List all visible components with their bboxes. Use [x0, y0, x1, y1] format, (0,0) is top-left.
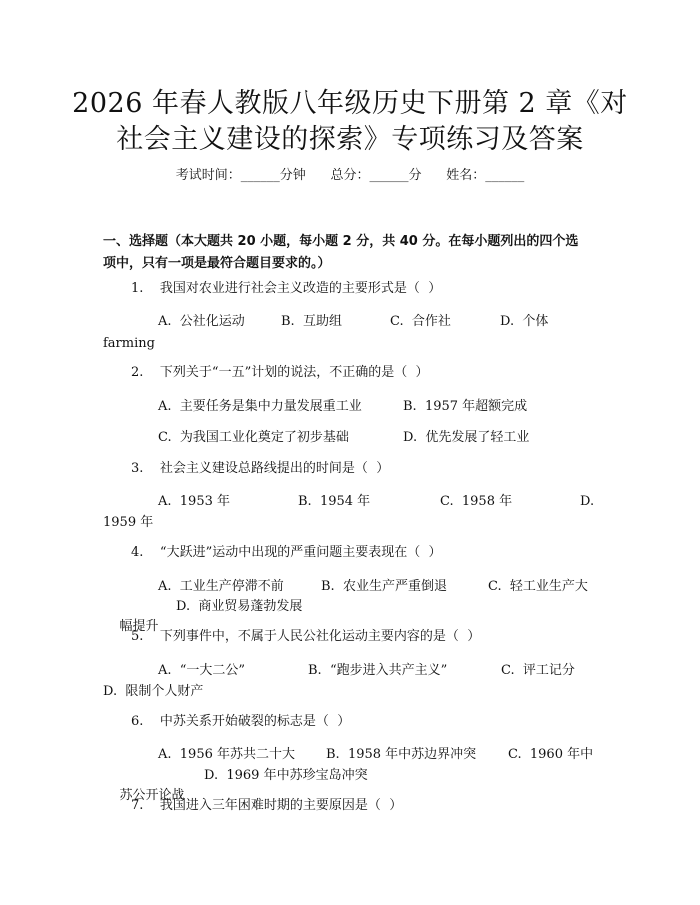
question-6-option-d: D. 1969 年中苏珍宝岛冲突 [204, 768, 368, 783]
question-6-wrap-text: 苏公开论战 [119, 788, 185, 803]
question-4-option-d: D. 商业贸易蓬勃发展 [176, 599, 303, 614]
question-4-option-b: B. 农业生产严重倒退 [321, 579, 447, 594]
question-3-option-d: D. [580, 494, 595, 509]
question-2-option-d: D. 优先发展了轻工业 [403, 430, 530, 445]
question-4-option-c: C. 轻工业生产大 [488, 579, 588, 594]
question-3-option-c: C. 1958 年 [440, 494, 513, 509]
question-2-option-c: C. 为我国工业化奠定了初步基础 [158, 430, 349, 445]
question-5-option-b: B. “跑步进入共产主义” [308, 663, 448, 678]
question-2-stem: 2. 下列关于“一五”计划的说法，不正确的是（ ） [131, 365, 429, 380]
question-6-option-a: A. 1956 年苏共二十大 [158, 747, 296, 762]
question-5-stem: 5. 下列事件中，不属于人民公社化运动主要内容的是（ ） [131, 629, 481, 644]
question-6-option-b: B. 1958 年中苏边界冲突 [326, 747, 477, 762]
question-5-option-d: D. 限制个人财产 [103, 684, 204, 699]
question-1-option-c: C. 合作社 [390, 314, 451, 329]
question-2-option-a: A. 主要任务是集中力量发展重工业 [158, 399, 362, 414]
question-4-wrap-text: 幅提升 [119, 619, 159, 634]
question-6-stem: 6. 中苏关系开始破裂的标志是（ ） [131, 714, 351, 729]
document-title-line-2: 社会主义建设的探索》专项练习及答案 [116, 124, 584, 155]
section-heading-line-2: 项中，只有一项是最符合题目要求的。） [103, 256, 331, 271]
document-title-line-1: 2026 年春人教版八年级历史下册第 2 章《对 [72, 88, 628, 119]
question-3-wrap: 1959 年 [103, 515, 154, 530]
question-5-option-c: C. 评工记分 [501, 663, 575, 678]
question-3-stem: 3. 社会主义建设总路线提出的时间是（ ） [131, 461, 390, 476]
section-heading-line-1: 一、选择题（本大题共 20 小题，每小题 2 分，共 40 分。在每小题列出的四个选 [103, 234, 579, 249]
question-1-option-b: B. 互助组 [281, 314, 342, 329]
question-1-stem: 1. 我国对农业进行社会主义改造的主要形式是（ ） [131, 281, 442, 296]
question-4-option-a: A. 工业生产停滞不前 [158, 579, 284, 594]
exam-info: 考试时间：______分钟 总分：______分 姓名：______ [175, 168, 525, 183]
question-1-wrap: farming [103, 336, 155, 351]
question-3-option-b: B. 1954 年 [298, 494, 371, 509]
question-4-stem: 4. “大跃进”运动中出现的严重问题主要表现在（ ） [131, 545, 442, 560]
question-6-option-c: C. 1960 年中 [508, 747, 594, 762]
question-1-option-d: D. 个体 [500, 314, 549, 329]
question-7-stem: 7. 我国进入三年困难时期的主要原因是（ ） [131, 798, 403, 813]
question-2-option-b: B. 1957 年超额完成 [403, 399, 528, 414]
question-3-option-a: A. 1953 年 [158, 494, 231, 509]
question-1-option-a: A. 公社化运动 [158, 314, 245, 329]
question-5-option-a: A. “一大二公” [158, 663, 246, 678]
